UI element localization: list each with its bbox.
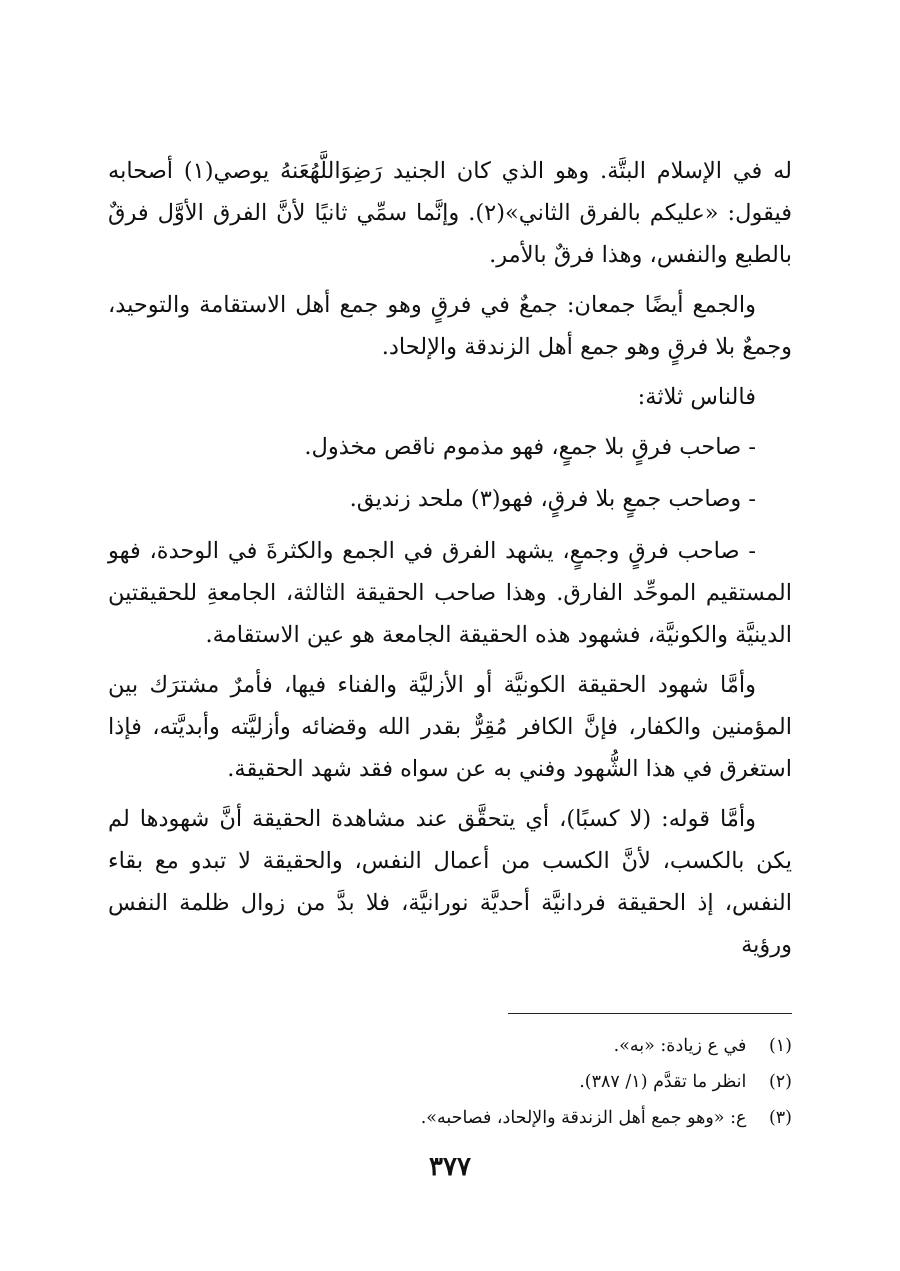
footnote-number: (٢) bbox=[768, 1072, 792, 1092]
bullet-1: - صاحب فرقٍ بلا جمعٍ، فهو مذموم ناقص مخذول. bbox=[304, 434, 756, 460]
footnote-1 bbox=[108, 1028, 792, 1064]
paragraph-5: وأمَّا شهود الحقيقة الكونيَّة أو الأزليَّة والفناء فيها، فأمرٌ مشترَك بين المؤمنين والكفار، فإنَّ الكافر مُقِرٌّ بقدر الله وقضائه وأزليَّته وأبديَّته، فإذا استغرق في هذا الشُّهود وفني به عن سواه فقد شهد الحقيقة. bbox=[108, 672, 792, 782]
footnotes bbox=[108, 1028, 792, 1136]
footnote-number: (١) bbox=[768, 1036, 792, 1056]
paragraph-4: - صاحب فرقٍ وجمعٍ، يشهد الفرق في الجمع والكثرةَ في الوحدة، فهو المستقيم الموحِّد الفارق. وهذا صاحب الحقيقة الثالثة، الجامعةِ للحقيقتين الدينيَّة والكونيَّة، فشهود هذه الحقيقة الجامعة هو عين الاستقامة. bbox=[108, 538, 792, 648]
page-number: ٣٧٧ bbox=[429, 1152, 471, 1182]
footnote-text: انظر ما تقدَّم (١/ ٣٨٧). bbox=[579, 1072, 747, 1092]
paragraph-2: والجمع أيضًا جمعان: جمعٌ في فرقٍ وهو جمع أهل الاستقامة والتوحيد، وجمعٌ بلا فرقٍ وهو جمع أهل الزندقة والإلحاد. bbox=[108, 292, 792, 360]
paragraph-6: وأمَّا قوله: (لا كسبًا)، أي يتحقَّق عند مشاهدة الحقيقة أنَّ شهودها لم يكن بالكسب، لأنَّ الكسب من أعمال النفس، والحقيقة لا تبدو مع بقاء النفس، إذ الحقيقة فردانيَّة أحديَّة نورانيَّة، فلا بدَّ من زوال ظلمة النفس ورؤية bbox=[108, 806, 792, 958]
paragraph-3: فالناس ثلاثة: bbox=[637, 384, 756, 410]
main-text bbox=[108, 150, 792, 974]
bullet-2: - وصاحب جمعٍ بلا فرقٍ، فهو(٣) ملحد زنديق. bbox=[349, 486, 756, 512]
footnote-2 bbox=[108, 1064, 792, 1100]
footnote-text: ع: «وهو جمع أهل الزندقة والإلحاد، فصاحبه». bbox=[420, 1108, 747, 1128]
footnote-3 bbox=[108, 1100, 792, 1136]
paragraph-1: له في الإسلام البتَّة. وهو الذي كان الجنيد رَضِوَاللَّهُعَنهُ يوصي(١) أصحابه فيقول: «عليكم بالفرق الثاني»(٢). وإنَّما سمِّي ثانيًا لأنَّ الفرق الأوَّل فرقٌ بالطبع والنفس، وهذا فرقٌ بالأمر. bbox=[108, 158, 792, 268]
footnote-divider bbox=[508, 1013, 792, 1014]
footnote-text: في ع زيادة: «به». bbox=[613, 1036, 747, 1056]
footnote-number: (٣) bbox=[768, 1108, 792, 1128]
